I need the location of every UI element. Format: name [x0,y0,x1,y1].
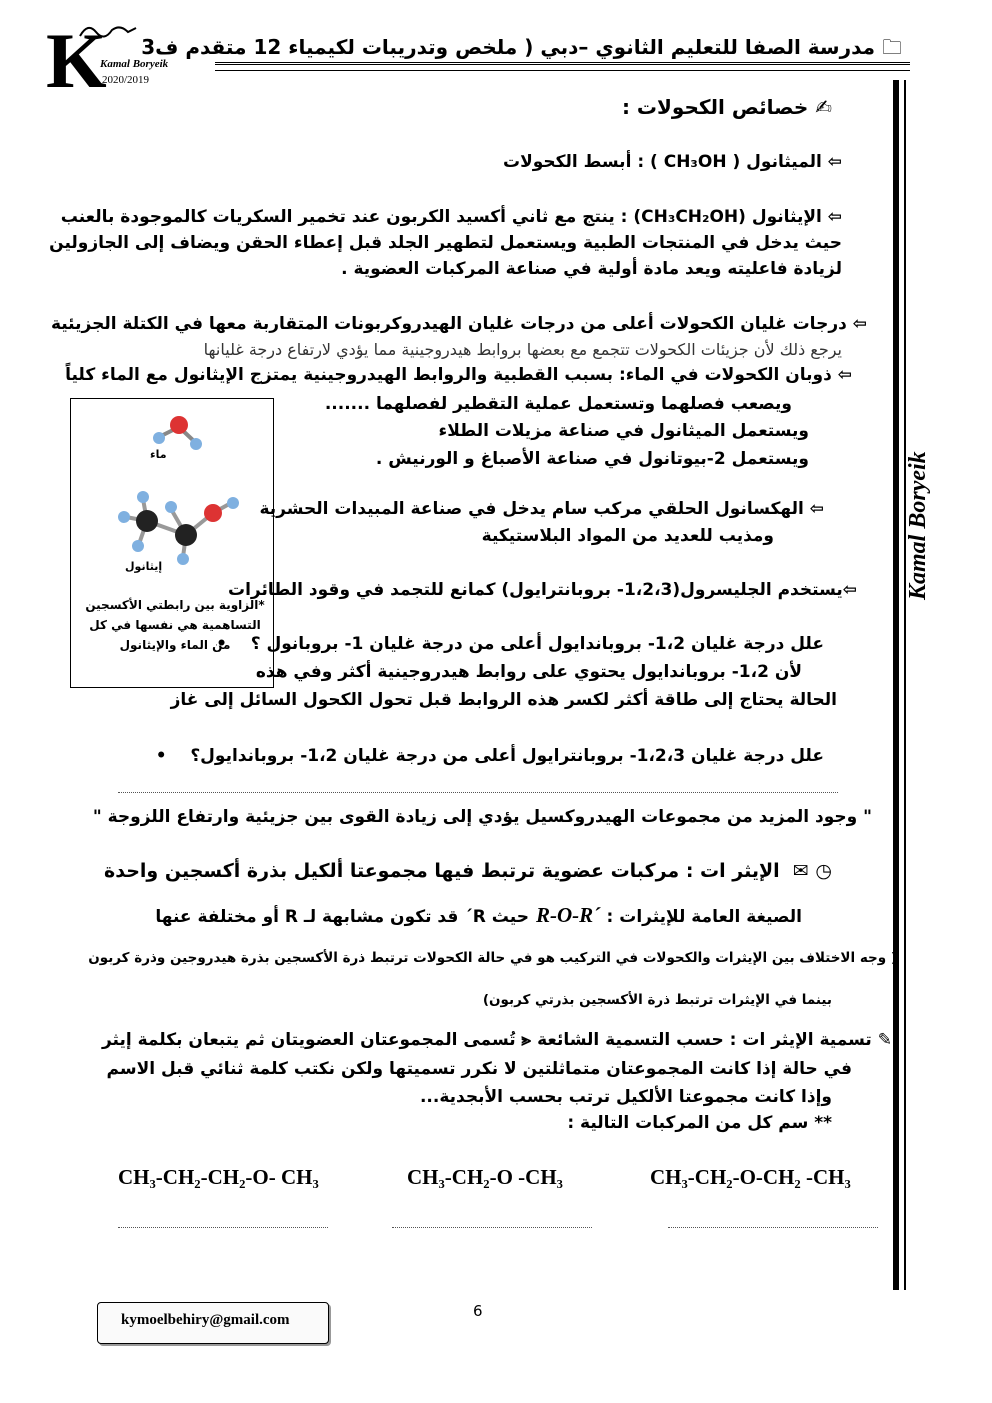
ethanol-hydrogen-atom [165,501,177,513]
naming-line-2: في حالة إذا كانت المجموعتان متماثلتين لا نكرر تسميتها ولكن نكتب كلمة ثنائي قبل الاسم [106,1059,852,1079]
viscosity-note: " وجود المزيد من مجموعات الهيدروكسيل يؤدي إلى زيادة القوى بين جزيئية وارتفاع اللزوجة " [92,807,872,827]
folder-icon: 🗀 [882,35,902,59]
hand-writing-icon: ✍ [815,95,832,119]
compound-1: CH₃-CH₂-O-CH₂ -CH₃ [650,1165,851,1189]
boiling-line-1: ⇦ درجات غليان الكحولات أعلى من درجات غليان الهيدروكربونات المتقاربة معها في الكتلة الجزيئية [50,314,867,334]
logo-letter: K [46,17,107,104]
question-2-line: علل درجة غليان 1،2،3- بروبانترايول أعلى من درجة غليان 1،2- بروباندايول؟ • [155,746,824,766]
right-border-thick [893,80,899,1290]
general-formula-label: الصيغة العامة للإيثرات : [606,907,802,927]
question-1-text: علل درجة غليان 1،2- بروباندايول أعلى من درجة غليان 1- بروبانول ؟ [250,634,824,654]
naming-line-3: وإذا كانت مجموعتا الألكيل ترتب بحسب الأبجدية... [419,1087,832,1107]
envelope-icon: ✉ [792,860,809,882]
molecule-models [71,399,273,599]
ethanol-hydrogen-atom [227,497,239,509]
header-title-text: مدرسة الصفا للتعليم الثانوي –دبي ( ملخص وتدريبات لكيمياء 12 متقدم ف3 [141,35,876,59]
water-hydrogen-atom [153,432,165,444]
question-1-line-2: لأن 1،2- بروباندايول يحتوي على روابط هيدروجينية أكثر وفي هذه [255,662,802,682]
ethanol-label: إيثانول [125,560,163,573]
solubility-line-2: ويصعب فصلهما وتستعمل عملية التقطير لفصلهما ....... [324,394,792,414]
logo-signature [78,18,138,47]
difference-line-2: بينما في الإيثرات ترتبط ذرة الأكسجين بذرتي كربون) [482,992,832,1008]
dotted-separator [118,792,838,793]
glycerol-line: ⇦يستخدم الجليسرول(1،2،3- بروبانترايول) كمانع للتجمد في وقود الطائرات [227,580,857,600]
header-separator-thin [215,70,910,71]
side-signature: Kamal Boryeik [905,451,931,600]
water-label: ماء [150,448,167,461]
ethanol-hydrogen-atom [132,540,144,552]
boiling-line-2: يرجع ذلك لأن جزيئات الكحولات تتجمع مع بعضها بروابط هيدروجينية مما يؤدي لارتفاع درجة غليانها [203,340,842,359]
ethanol-line-3: لزيادة فاعليته ويعد مادة أولية في صناعة المركبات العضوية . [341,259,842,279]
question-1-line-3: الحالة يحتاج إلى طاقة أكثر لكسر هذه الروابط قبل تحول الكحول السائل إلى غاز [170,690,837,710]
right-border-thin [904,80,906,1290]
ethanol-line-2: حيث يدخل في المنتجات الطبية ويستعمل لتطهير الجلد قبل إعطاء الحقن ويضاف إلى الجازولين [49,233,842,253]
ethers-definition-text: الإيثر ات : مركبات عضوية ترتبط فيها مجموعتا ألكيل بذرة أكسجين واحدة [104,860,780,882]
section-title-text: خصائص الكحولات : [621,95,809,119]
ethanol-carbon-atom [136,510,158,532]
ethanol-hydrogen-atom [137,491,149,503]
ethanol-carbon-atom [175,524,197,546]
ethers-definition [104,860,832,882]
author-email: kymoelbehiry@gmail.com [121,1312,290,1328]
ethanol-line-1: ⇦ الإيثانول (CH₃CH₂OH) : ينتج مع ثاني أكسيد الكربون عند تخمير السكريات كالموجودة بالعنب [60,207,842,227]
general-formula: R-O-R´ [536,903,601,927]
cyclohexanol-line-2: ومذيب للعديد من المواد البلاستيكية [481,526,774,546]
answer-line-2 [392,1227,592,1228]
logo-year: 2020/2019 [102,74,150,86]
general-formula-note: حيث R´ قد تكون مشابهة لـ R أو مختلفة عنها [155,907,529,927]
pencil-icon: ✎ [877,1030,892,1050]
header-separator [215,62,910,65]
naming-line-4: ** سم كل من المركبات التالية : [567,1113,832,1133]
water-hydrogen-atom [190,438,202,450]
cyclohexanol-line-1: ⇦ الهكسانول الحلقي مركب سام يدخل في صناعة المبيدات الحشرية [259,499,824,519]
compound-3: CH₃-CH₂-CH₂-O- CH₃ [118,1165,319,1189]
section-title [622,95,832,119]
compound-2: CH₃-CH₂-O -CH₃ [407,1165,563,1189]
ethanol-hydrogen-atom [118,511,130,523]
solubility-line-1: ⇦ ذوبان الكحولات في الماء: بسبب القطبية والروابط الهيدروجينية يمتزج الإيثانول مع الماء كلياً [65,365,852,385]
logo-name: Kamal Boryeik [100,58,169,70]
methanol-line: ⇦ الميثانول ( CH₃OH ) : أبسط الكحولات [503,152,842,172]
ethanol-oxygen-atom [204,504,222,522]
solubility-line-4: ويستعمل 2-بيوتانول في صناعة الأصباغ و الورنيش . [375,449,809,469]
naming-line-1-text: تسمية الإيثر ات : حسب التسمية الشائعة ⪡ تُسمى المجموعتان العضويتان ثم يتبعان بكلمة إيثر [101,1030,872,1050]
ethanol-hydrogen-atom [177,553,189,565]
water-oxygen-atom [170,416,188,434]
answer-line-3 [118,1227,328,1228]
question-1-line-1: علل درجة غليان 1،2- بروباندايول أعلى من درجة غليان 1- بروبانول ؟ • [216,634,824,654]
page-number: 6 [473,1302,483,1320]
answer-line-1 [668,1227,878,1228]
naming-line-1 [102,1030,892,1050]
solubility-line-3: ويستعمل الميثانول في صناعة مزيلات الطلاء [438,421,809,441]
figure-caption: *الزاوية بين رابطتي الأكسجين التساهمية هي نفسها في كل من الماء والإيثانول [85,598,265,652]
question-2-text: علل درجة غليان 1،2،3- بروبانترايول أعلى من درجة غليان 1،2- بروباندايول؟ [190,746,824,766]
difference-line-1: ( وجه الاختلاف بين الإيثرات والكحولات في التركيب هو في حالة الكحولات ترتبط ذرة الأكسجين بذرة هيدروجين وذرة كربون [88,950,897,966]
clock-icon: ◷ [815,860,832,882]
